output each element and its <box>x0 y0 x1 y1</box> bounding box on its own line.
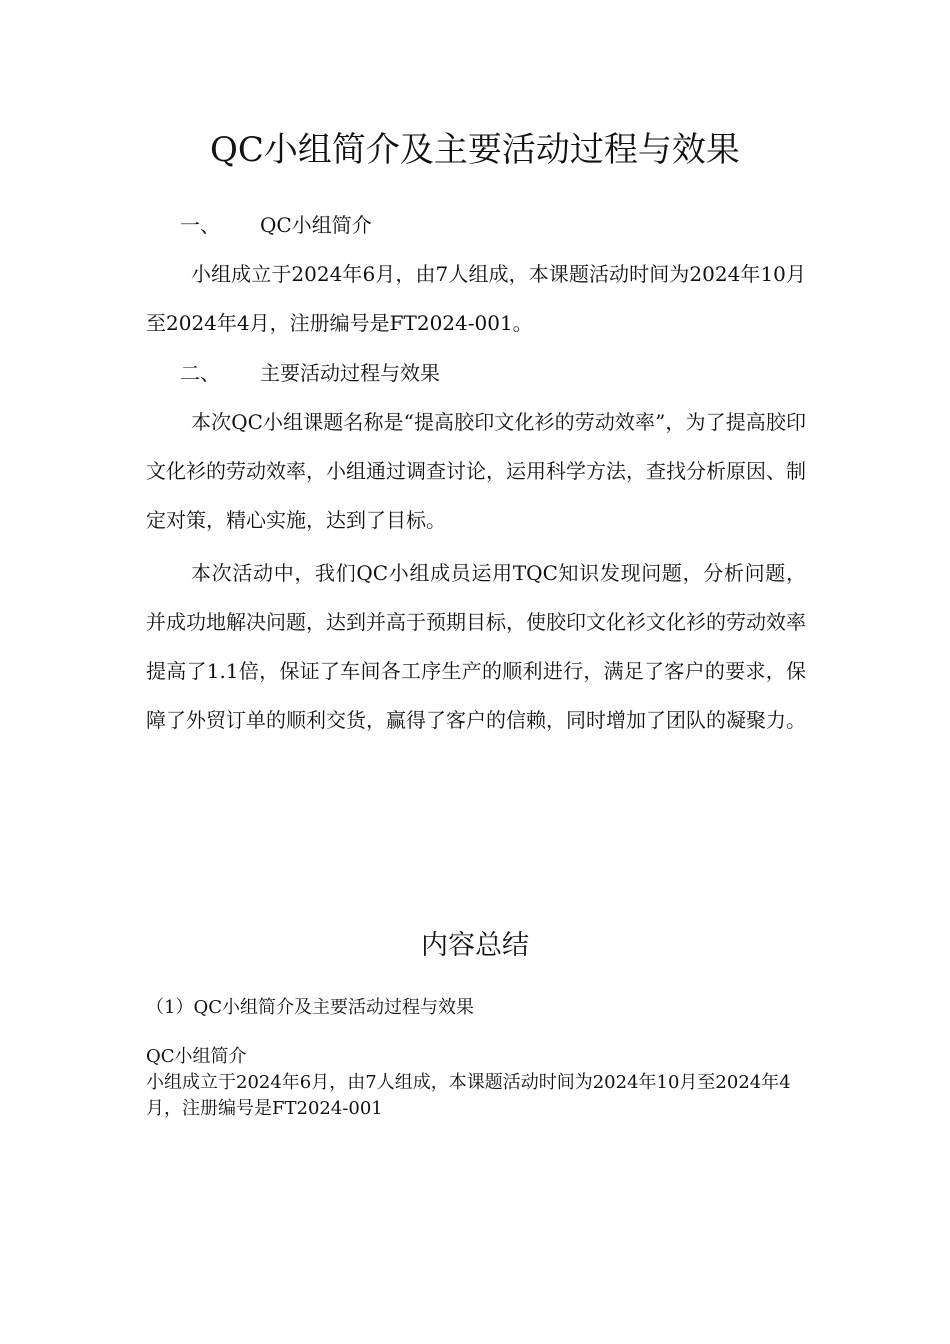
section-heading-2 <box>180 358 440 388</box>
summary-block <box>146 1044 806 1122</box>
section-number-2: 二、 <box>180 361 220 385</box>
section-1-paragraph-1: 小组成立于2024年6月，由7人组成，本课题活动时间为2024年10月至2024年4月，注册编号是FT2024-001。 <box>146 262 806 335</box>
summary-title: 内容总结 <box>421 930 529 961</box>
section-number-1: 一、 <box>180 213 220 237</box>
section-2-paragraph-1: 本次QC小组课题名称是“提高胶印文化衫的劳动效率”，为了提高胶印文化衫的劳动效率，小组通过调查讨论，运用科学方法，查找分析原因、制定对策，精心实施，达到了目标。 <box>146 410 806 532</box>
section-2-paragraph-2: 本次活动中，我们QC小组成员运用TQC知识发现问题，分析问题，并成功地解决问题，达到并高于预期目标，使胶印文化衫文化衫的劳动效率提高了1.1倍，保证了车间各工序生产的顺利进行，满足了客户的要求，保障了外贸订单的顺利交货，赢得了客户的信赖，同时增加了团队的凝聚力。 <box>146 561 806 732</box>
summary-text: 小组成立于2024年6月，由7人组成，本课题活动时间为2024年10月至2024年4月，注册编号是FT2024-001 <box>146 1072 791 1119</box>
section-heading-1 <box>180 210 372 240</box>
summary-item: （1）QC小组简介及主要活动过程与效果 <box>146 997 474 1018</box>
summary-subheading: QC小组简介 <box>146 1046 247 1067</box>
section-title-1: QC小组简介 <box>260 213 372 237</box>
section-title-2: 主要活动过程与效果 <box>260 361 440 385</box>
document-title: QC小组简介及主要活动过程与效果 <box>210 130 740 170</box>
